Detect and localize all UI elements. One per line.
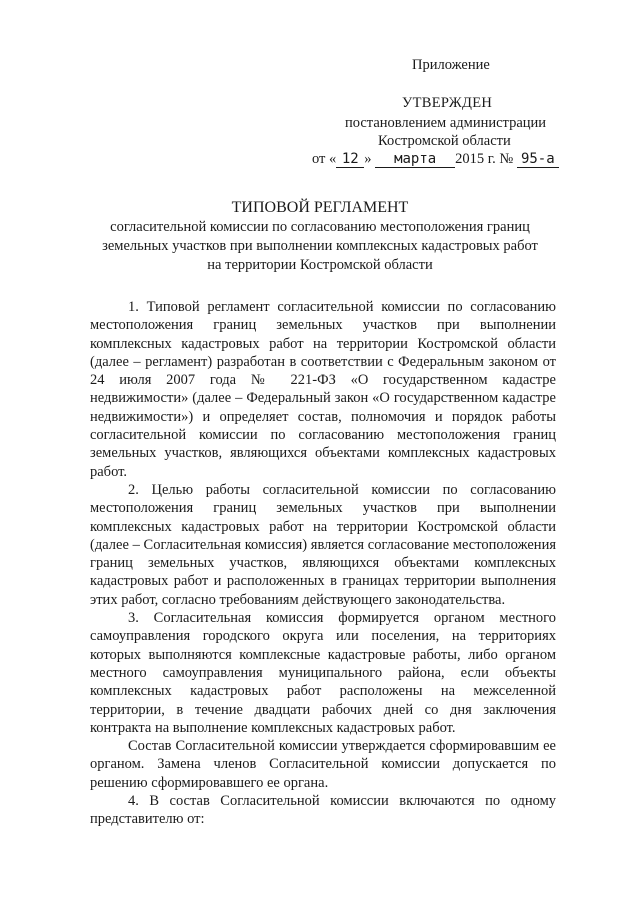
approval-date-line xyxy=(312,151,640,168)
date-mid: » xyxy=(364,151,372,167)
paragraph-1: 1. Типовой регламент согласительной комиссии по согласованию местоположения границ земельных участков при выполнении комплексных кадастровых работ на территории Костромской области (далее – регламент) разработан в соответствии с Федеральным законом от 24 июля 2007 года № 221-ФЗ «О государственном кадастре недвижимости» (далее – Федеральный закон «О государственном кадастре недвижимости») и определяет состав, полномочия и порядок работы согласительной комиссии по согласованию местоположения границ земельных участков, являющихся объектами комплексных кадастровых работ. xyxy=(90,299,556,480)
paragraph-3-continued: Состав Согласительной комиссии утверждается сформировавшим ее органом. Замена членов Согласительной комиссии допускается по решению сформировавшего ее органа. xyxy=(90,738,556,791)
paragraph-4: 4. В состав Согласительной комиссии включаются по одному представителю от: xyxy=(90,793,556,828)
document-title: ТИПОВОЙ РЕГЛАМЕНТ xyxy=(231,199,409,216)
date-day: 12 xyxy=(336,151,364,168)
approval-line-2: Костромской области xyxy=(378,133,511,149)
paragraph-2: 2. Целью работы согласительной комиссии по согласованию местоположения границ земельных участков при выполнении комплексных кадастровых работ на территории Костромской области (далее – Согласительная комиссия) является согласование местоположения границ земельных участков, являющихся объектами комплексных кадастровых работ и расположенных в границах территории выполнения этих работ, согласно требованиям действующего законодательства. xyxy=(90,481,556,608)
document-subtitle-2: земельных участков при выполнении комплексных кадастровых работ xyxy=(102,238,538,254)
date-year: 2015 г. № xyxy=(455,151,514,167)
date-prefix: от « xyxy=(312,151,337,167)
document-subtitle-1: согласительной комиссии по согласованию местоположения границ xyxy=(110,219,530,235)
document-subtitle-3: на территории Костромской области xyxy=(207,257,433,273)
date-month: марта xyxy=(375,151,455,168)
paragraph-3: 3. Согласительная комиссия формируется органом местного самоуправления городского округа или поселения, на территориях которых выполняются комплексные кадастровые работы, либо органом местного самоуправления муниципального района, если объекты комплексных кадастровых работ расположены на межселенной территории, в течение двадцати рабочих дней со дня заключения контракта на выполнение комплексных кадастровых работ. xyxy=(90,610,556,736)
approval-line-1: постановлением администрации xyxy=(345,115,547,131)
approved-label: УТВЕРЖДЕН xyxy=(402,95,493,111)
date-number: 95-а xyxy=(517,151,559,168)
document-body xyxy=(90,298,556,829)
appendix-label: Приложение xyxy=(412,57,490,73)
